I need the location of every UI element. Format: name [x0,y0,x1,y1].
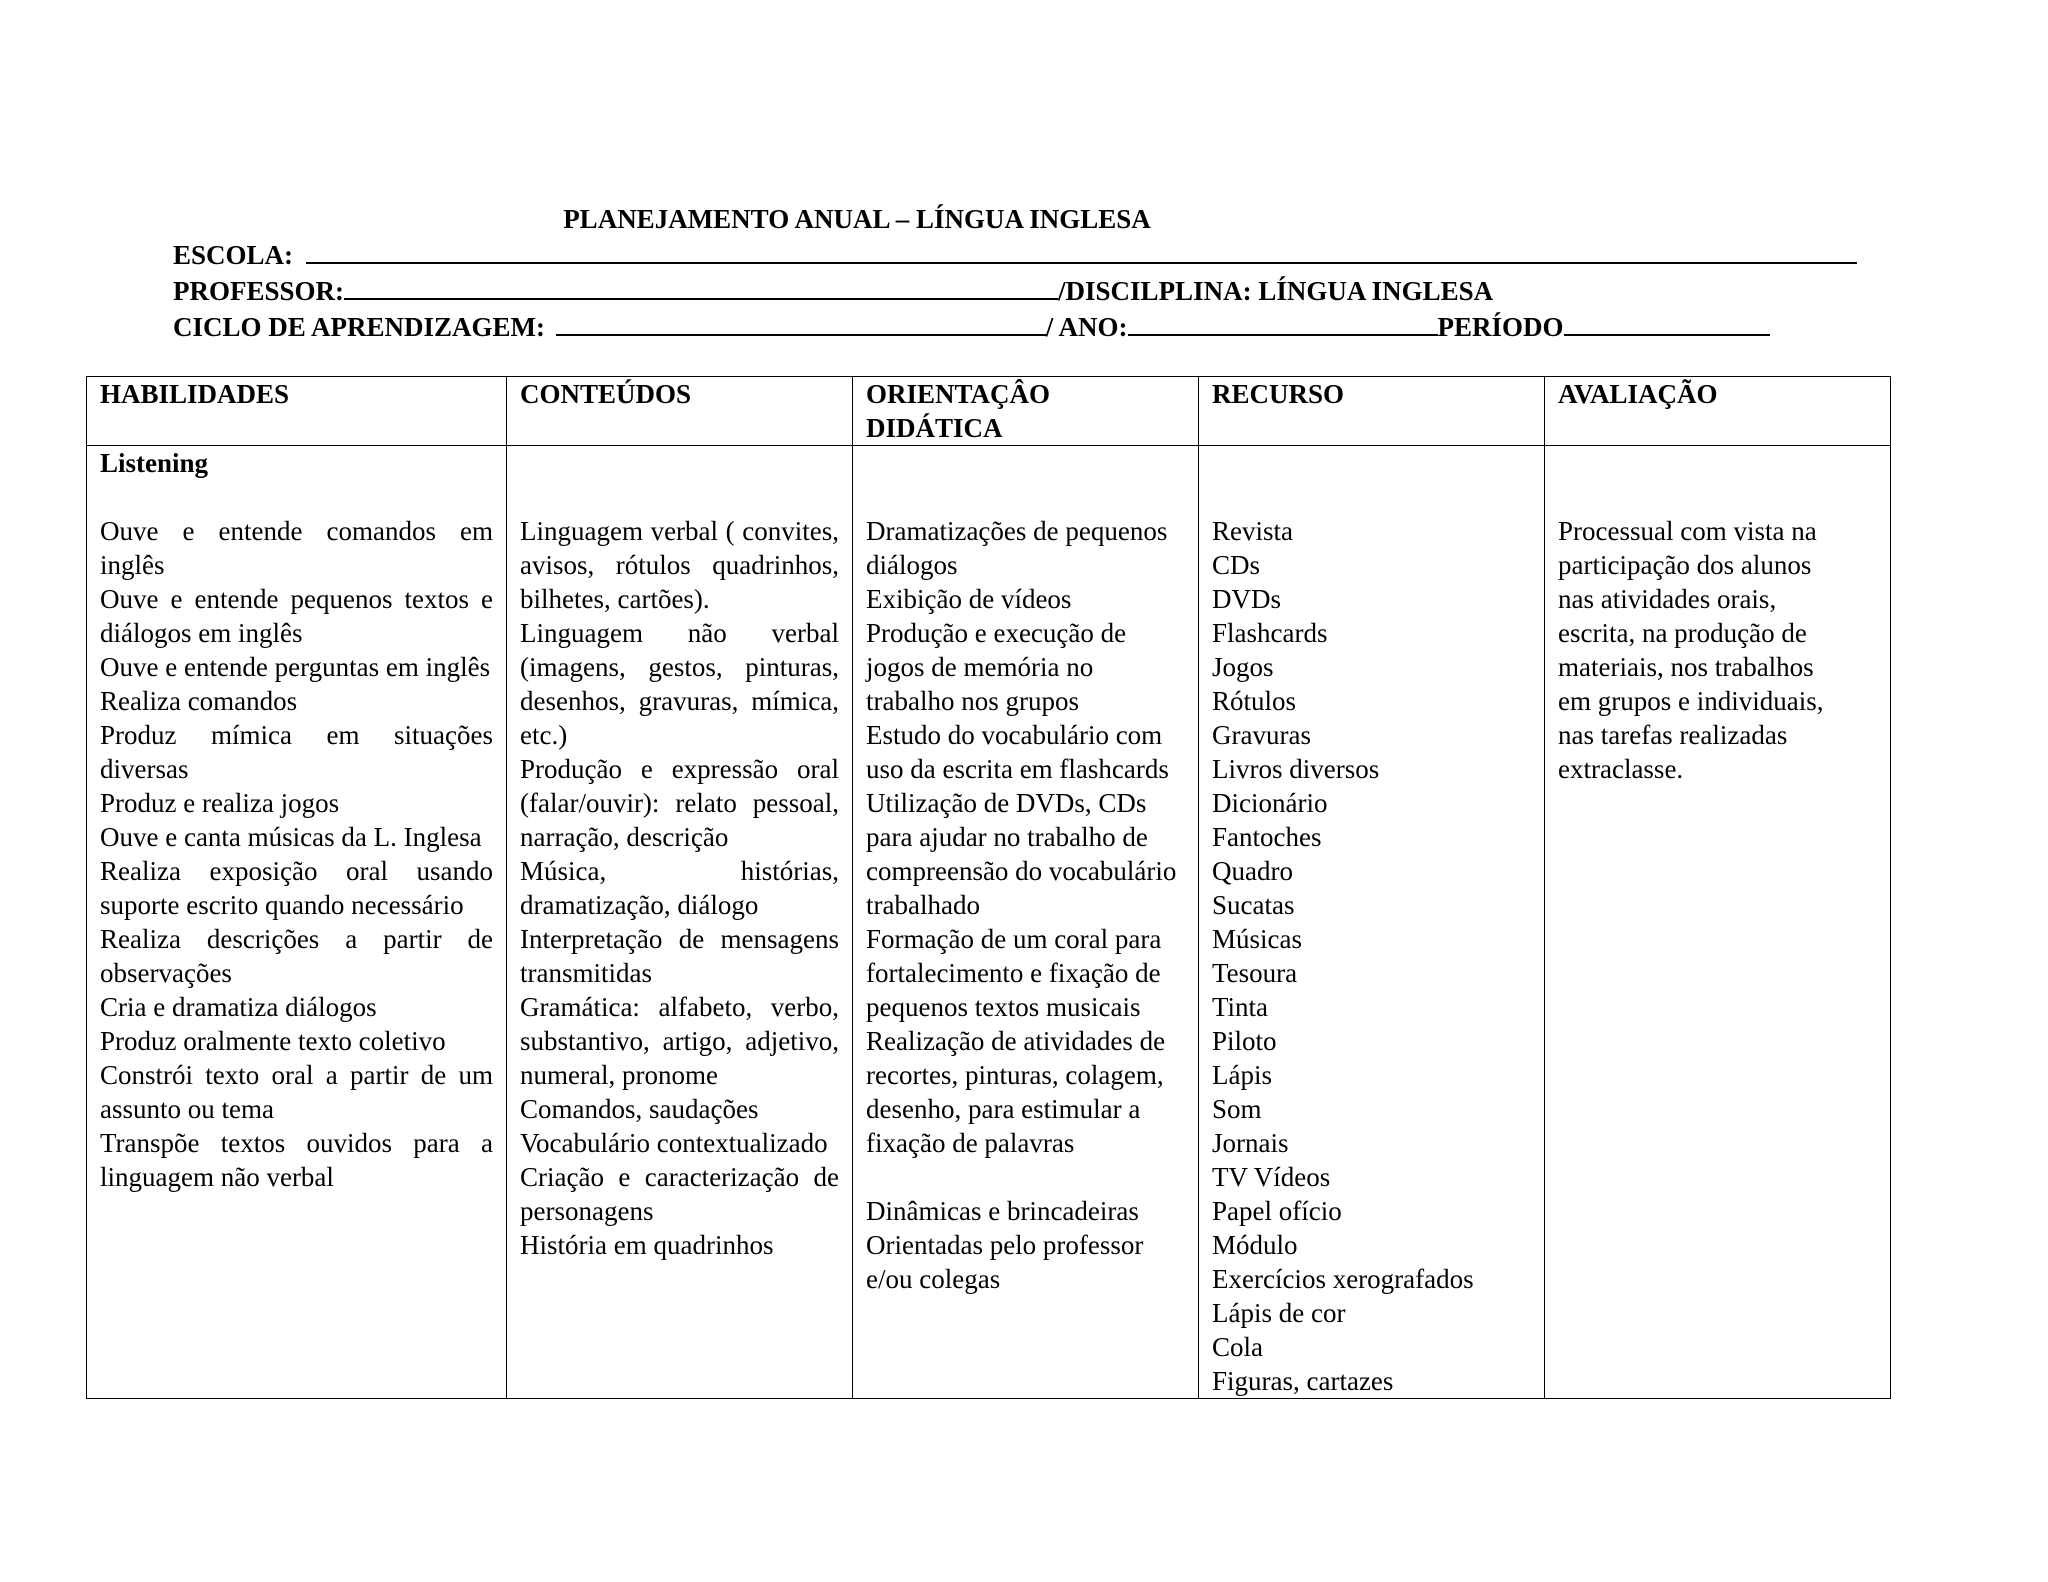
list-item: Orientadas pelo professor e/ou colegas [866,1230,1144,1294]
list-item: Livros diversos [1212,754,1380,784]
list-item: Ouve e entende perguntas em inglês [100,652,491,682]
table-header-row [87,377,1891,446]
list-item: Cola [1212,1332,1263,1362]
list-item: Realização de atividades de recortes, pinturas, colagem, desenho, para estimular a fixação de palavras [866,1026,1166,1158]
year-field[interactable] [1128,308,1438,336]
discipline-label: /DISCILPLINA: LÍNGUA INGLESA [1058,276,1494,306]
list-item: Sucatas [1212,890,1295,920]
list-item: Estudo do vocabulário com uso da escrita em flashcards [866,720,1169,784]
list-item: Interpretação de mensagens transmitidas [520,924,839,988]
list-item: Dramatizações de pequenos diálogos [866,516,1168,580]
list-item: Dicionário [1212,788,1328,818]
year-label: / ANO: [1045,312,1128,342]
list-item: Ouve e entende comandos em inglês [100,516,493,580]
list-item: Formação de um coral para fortalecimento e fixação de pequenos textos musicais [866,924,1162,1022]
period-label: PERÍODO [1437,312,1564,342]
list-item: Música, histórias, dramatização, diálogo [520,856,839,920]
header-avaliacao: AVALIAÇÃO [1545,377,1891,446]
list-item: Módulo [1212,1230,1298,1260]
conteudos-list [520,514,839,1262]
list-item: Flashcards [1212,618,1328,648]
orientacao-extra-list [866,1194,1185,1296]
list-item: CDs [1212,550,1261,580]
recurso-cell [1199,446,1545,1399]
cycle-field[interactable] [556,308,1046,336]
list-item: Realiza exposição oral usando suporte escrito quando necessário [100,856,493,920]
list-item: Revista [1212,516,1293,546]
cycle-label: CICLO DE APRENDIZAGEM: [173,312,546,342]
list-item: Realiza comandos [100,686,298,716]
header-recurso: RECURSO [1199,377,1545,446]
list-item: Lápis de cor [1212,1298,1346,1328]
list-item: Comandos, saudações [520,1094,759,1124]
list-item: Constrói texto oral a partir de um assunto ou tema [100,1060,493,1124]
list-item: TV Vídeos [1212,1162,1331,1192]
header-habilidades: HABILIDADES [87,377,507,446]
orientacao-list [866,514,1185,1160]
list-item: Gramática: alfabeto, verbo, substantivo, artigo, adjetivo, numeral, pronome [520,992,839,1090]
planning-table [86,376,1891,1399]
list-item: Linguagem não verbal (imagens, gestos, pinturas, desenhos, gravuras, mímica, etc.) [520,618,839,750]
document-title: PLANEJAMENTO ANUAL – LÍNGUA INGLESA [563,204,1151,234]
teacher-line [173,272,1853,308]
list-item: Exercícios xerografados [1212,1264,1474,1294]
list-item: Linguagem verbal ( convites, avisos, rótulos quadrinhos, bilhetes, cartões). [520,516,839,614]
list-item: DVDs [1212,584,1282,614]
document-header [173,202,1853,344]
list-item: Jornais [1212,1128,1289,1158]
list-item: Dinâmicas e brincadeiras [866,1196,1139,1226]
list-item: Tinta [1212,992,1269,1022]
list-item: Piloto [1212,1026,1277,1056]
section-title: Listening [100,448,209,478]
list-item: Ouve e entende pequenos textos e diálogos em inglês [100,584,493,648]
list-item: Quadro [1212,856,1293,886]
list-item: Produção e expressão oral (falar/ouvir): relato pessoal, narração, descrição [520,754,839,852]
list-item: História em quadrinhos [520,1230,774,1260]
list-item: Rótulos [1212,686,1297,716]
list-item: Jogos [1212,652,1274,682]
list-item: Músicas [1212,924,1302,954]
teacher-field[interactable] [344,272,1058,300]
school-field[interactable] [306,236,1857,264]
list-item: Cria e dramatiza diálogos [100,992,377,1022]
recurso-list [1212,514,1531,1398]
school-label: ESCOLA: [173,240,294,270]
list-item: Exibição de vídeos [866,584,1072,614]
school-line [173,236,1853,272]
header-conteudos: CONTEÚDOS [507,377,853,446]
list-item: Produz e realiza jogos [100,788,340,818]
list-item: Som [1212,1094,1262,1124]
habilidades-cell [87,446,507,1399]
cycle-line [173,308,1853,344]
teacher-label: PROFESSOR: [173,276,345,306]
list-item: Produção e execução de jogos de memória no trabalho nos grupos [866,618,1127,716]
orientacao-cell [853,446,1199,1399]
list-item: Produz mímica em situações diversas [100,720,493,784]
list-item: Utilização de DVDs, CDs para ajudar no trabalho de compreensão do vocabulário trabalhado [866,788,1177,920]
list-item: Lápis [1212,1060,1272,1090]
list-item: Figuras, cartazes [1212,1366,1394,1396]
list-item: Vocabulário contextualizado [520,1128,828,1158]
table-body-row [87,446,1891,1399]
header-orientacao: ORIENTAÇÂO DIDÁTICA [853,377,1199,446]
list-item: Tesoura [1212,958,1298,988]
list-item: Gravuras [1212,720,1311,750]
list-item: Criação e caracterização de personagens [520,1162,839,1226]
conteudos-cell [507,446,853,1399]
list-item: Fantoches [1212,822,1322,852]
list-item: Produz oralmente texto coletivo [100,1026,446,1056]
list-item: Transpõe textos ouvidos para a linguagem não verbal [100,1128,493,1192]
list-item: Realiza descrições a partir de observações [100,924,493,988]
list-item: Ouve e canta músicas da L. Inglesa [100,822,482,852]
habilidades-list [100,514,493,1194]
list-item: Papel ofício [1212,1196,1342,1226]
avaliacao-cell [1545,446,1891,1399]
avaliacao-text: Processual com vista na participação dos alunos nas atividades orais, escrita, na produção de materiais, nos trabalhos em grupos e individuais, nas tarefas realizadas extraclasse. [1558,516,1824,784]
period-field[interactable] [1564,308,1770,336]
